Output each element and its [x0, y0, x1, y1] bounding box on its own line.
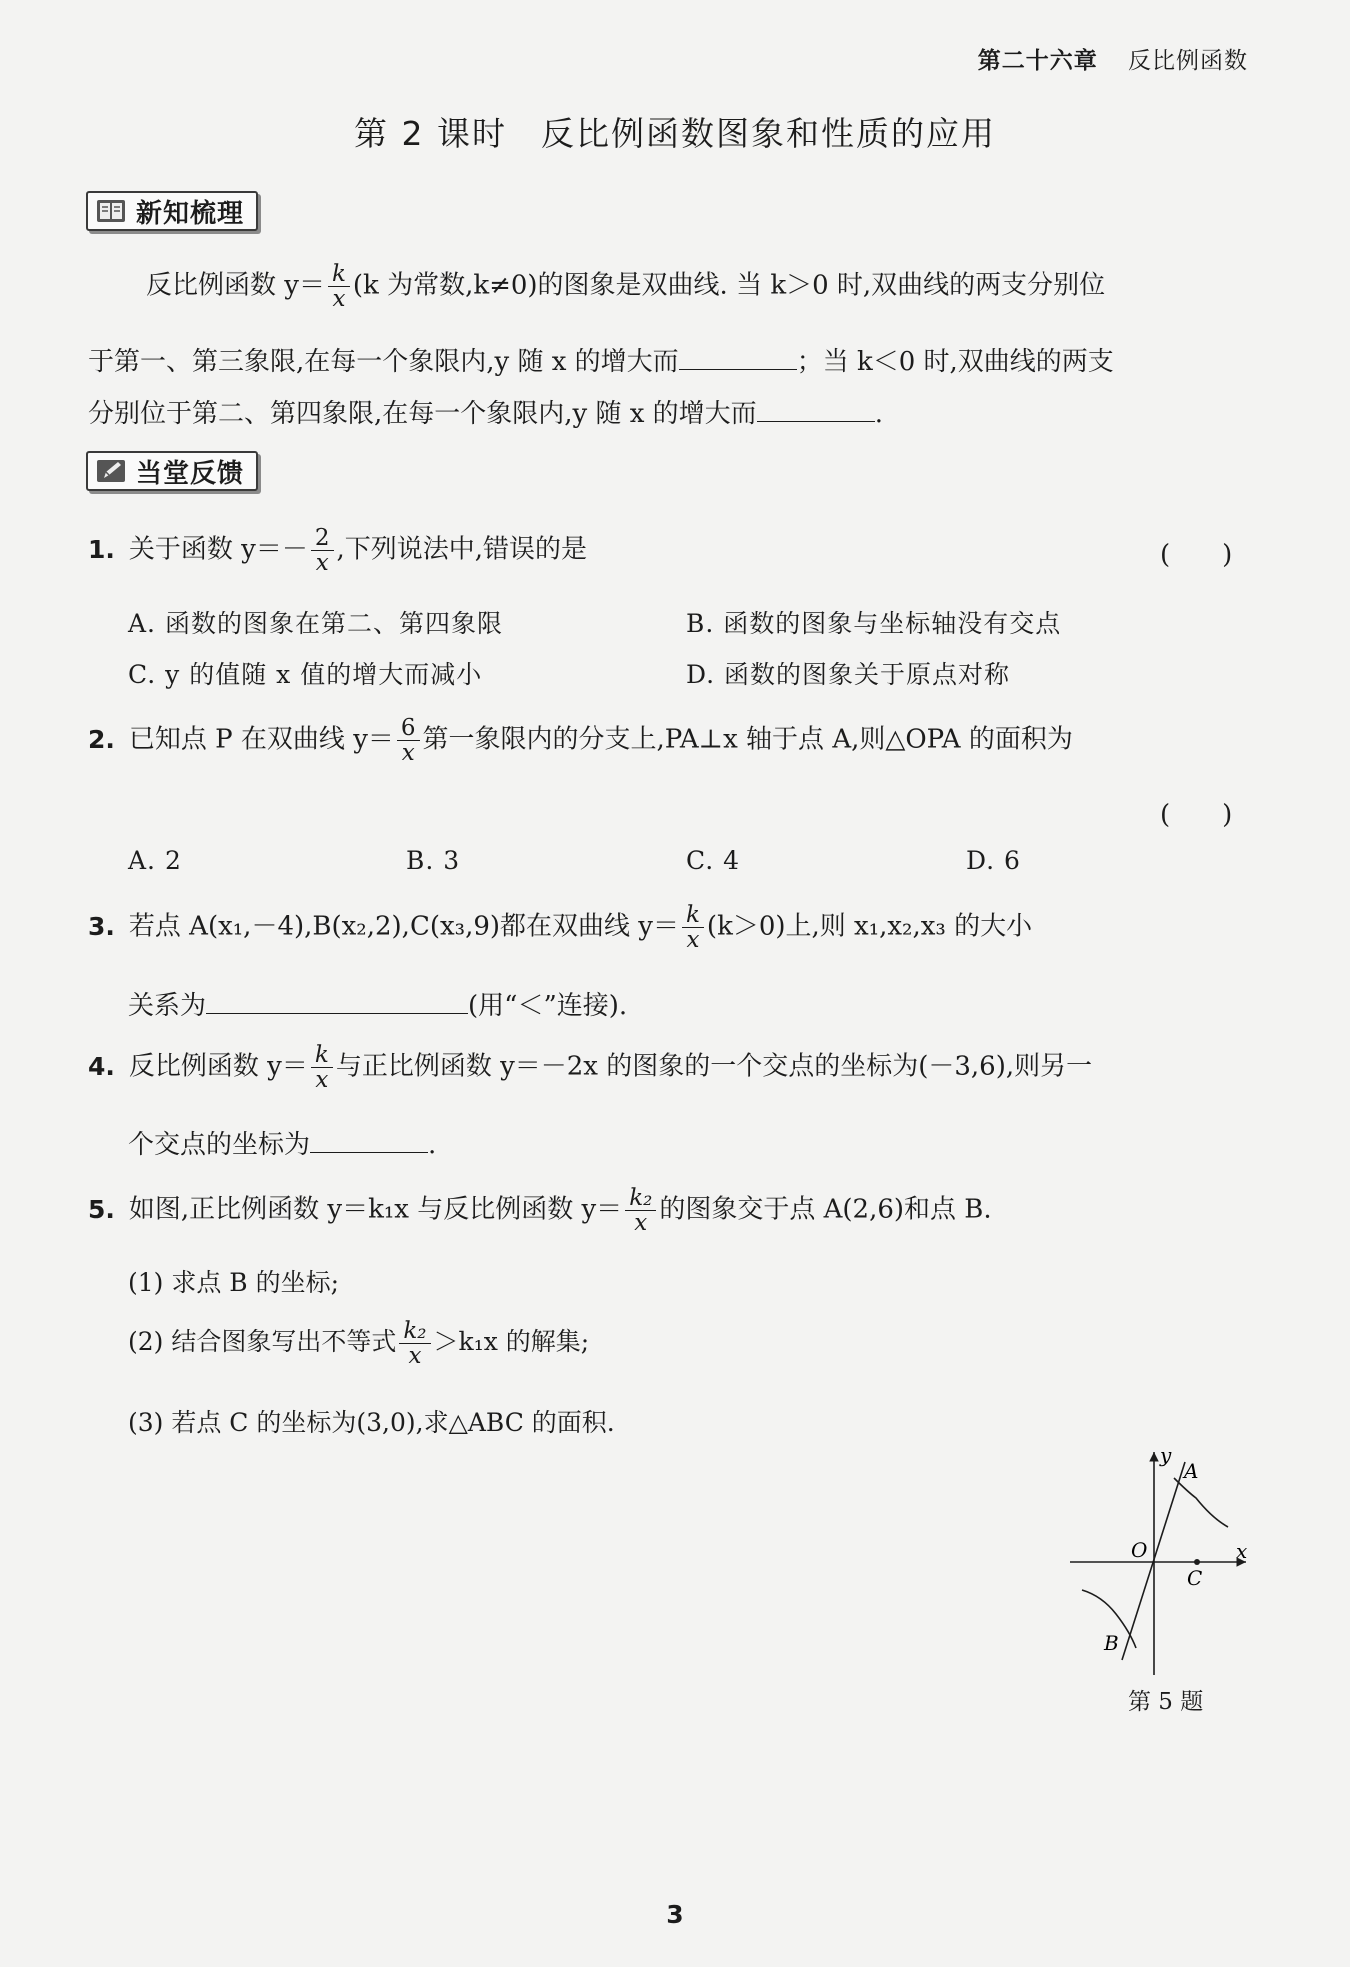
- label-b: B: [1104, 1631, 1119, 1655]
- fraction: $\frac{\text{k₂}}{x}$: [399, 1319, 430, 1368]
- pencil-icon: [96, 458, 126, 484]
- intro-line-1: 反比例函数 y＝ $\frac{k}{x}$ (k 为常数,k≠0)的图象是双曲线. 当 k＞0 时,双曲线的两支分别位: [146, 261, 1106, 313]
- option-c[interactable]: C. 4: [686, 846, 741, 875]
- figure-caption: 第 5 题: [1128, 1689, 1204, 1715]
- fraction: $\frac{\text{k₂}}{x}$: [625, 1186, 656, 1235]
- question-number: 5.: [88, 1194, 115, 1224]
- answer-blank[interactable]: [679, 347, 797, 370]
- answer-blank[interactable]: [757, 399, 875, 422]
- question-3-line-2: 关系为 (用“＜”连接).: [128, 991, 628, 1021]
- question-2: 2. 已知点 P 在双曲线 y＝ $\frac{6}{x}$ 第一象限内的分支上,PA⊥x 轴于点 A,则△OPA 的面积为: [88, 715, 1073, 767]
- point-c: [1194, 1559, 1200, 1565]
- question-number: 1.: [88, 534, 115, 564]
- fraction-k-over-x: $\frac{k}{x}$: [328, 262, 350, 311]
- label-c: C: [1187, 1566, 1203, 1590]
- label-a: A: [1184, 1459, 1199, 1483]
- option-d[interactable]: D. 6: [966, 846, 1021, 875]
- topic-label: 反比例函数: [1128, 48, 1248, 74]
- question-4-line-2: 个交点的坐标为 .: [128, 1130, 437, 1160]
- answer-blank[interactable]: [310, 1130, 428, 1153]
- option-b[interactable]: B. 3: [406, 846, 461, 875]
- question-5-part-2: (2) 结合图象写出不等式 $\frac{\text{k₂}}{x}$ ＞k₁x 的解集;: [128, 1318, 590, 1370]
- section-title: 新知梳理: [136, 198, 245, 229]
- fraction: $\frac{k}{x}$: [311, 1043, 333, 1092]
- question-3: 3. 若点 A(x₁,－4),B(x₂,2),C(x₃,9)都在双曲线 y＝ $\frac{k}{x}$ (k＞0)上,则 x₁,x₂,x₃ 的大小: [88, 902, 1033, 954]
- option-d[interactable]: D. 函数的图象关于原点对称: [686, 660, 1011, 689]
- intro-line-3: 分别位于第二、第四象限,在每一个象限内,y 随 x 的增大而 .: [88, 399, 883, 429]
- page-number: 3: [666, 1900, 684, 1929]
- option-b[interactable]: B. 函数的图象与坐标轴没有交点: [686, 609, 1062, 638]
- question-number: 2.: [88, 724, 115, 754]
- book-icon: [96, 198, 126, 224]
- question-4: 4. 反比例函数 y＝ $\frac{k}{x}$ 与正比例函数 y＝－2x 的图象的一个交点的坐标为(－3,6),则另一: [88, 1042, 1093, 1094]
- figure-q5: [1060, 1440, 1260, 1680]
- question-5-part-3: (3) 若点 C 的坐标为(3,0),求△ABC 的面积.: [128, 1408, 615, 1437]
- answer-parentheses[interactable]: ( ): [1160, 800, 1233, 830]
- question-1: 1. 关于函数 y＝－ $\frac{2}{x}$ ,下列说法中,错误的是: [88, 525, 588, 577]
- option-a[interactable]: A. 函数的图象在第二、第四象限: [128, 609, 503, 638]
- lesson-label: 第 2 课时: [354, 114, 507, 153]
- chapter-label: 第二十六章: [977, 48, 1098, 74]
- running-header: [978, 42, 1248, 75]
- hyperbola-branch-1: [1174, 1478, 1228, 1527]
- label-o: O: [1131, 1538, 1148, 1562]
- section-badge-new-knowledge: [86, 191, 258, 231]
- label-x: x: [1236, 1539, 1248, 1563]
- question-number: 4.: [88, 1051, 115, 1081]
- intro-line-2: 于第一、第三象限,在每一个象限内,y 随 x 的增大而 ；当 k＜0 时,双曲线的两支: [88, 347, 1114, 377]
- label-y: y: [1160, 1443, 1172, 1467]
- page-title: [0, 108, 1350, 155]
- question-5-part-1: (1) 求点 B 的坐标;: [128, 1268, 340, 1297]
- fraction: $\frac{k}{x}$: [682, 903, 704, 952]
- answer-parentheses[interactable]: ( ): [1160, 540, 1233, 570]
- section-badge-feedback: [86, 451, 258, 491]
- question-5: 5. 如图,正比例函数 y＝k₁x 与反比例函数 y＝ $\frac{\text{k₂}}{x}$ 的图象交于点 A(2,6)和点 B.: [88, 1185, 992, 1237]
- lesson-name: 反比例函数图象和性质的应用: [540, 114, 996, 153]
- answer-blank[interactable]: [206, 991, 468, 1014]
- section-title: 当堂反馈: [136, 458, 245, 489]
- option-a[interactable]: A. 2: [128, 846, 182, 875]
- question-number: 3.: [88, 911, 115, 941]
- fraction: $\frac{6}{x}$: [397, 716, 420, 765]
- fraction: $\frac{2}{x}$: [311, 526, 334, 575]
- option-c[interactable]: C. y 的值随 x 值的增大而减小: [128, 660, 483, 689]
